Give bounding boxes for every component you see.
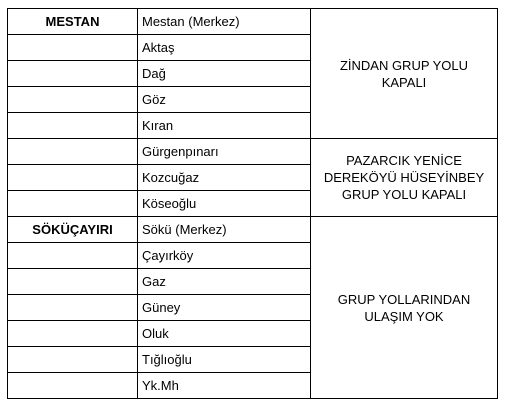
status-cell-grup-yollari bbox=[311, 217, 498, 399]
district-cell bbox=[8, 321, 138, 347]
village-cell: Sökü (Merkez) bbox=[138, 217, 311, 243]
village-cell: Çayırköy bbox=[138, 243, 311, 269]
district-cell: MESTAN bbox=[8, 9, 138, 35]
district-cell bbox=[8, 139, 138, 165]
village-cell: Göz bbox=[138, 87, 311, 113]
village-cell: Gaz bbox=[138, 269, 311, 295]
district-cell bbox=[8, 61, 138, 87]
village-cell: Yk.Mh bbox=[138, 373, 311, 399]
road-status-table bbox=[7, 8, 498, 399]
village-cell: Tığlıoğlu bbox=[138, 347, 311, 373]
table-row bbox=[8, 139, 498, 165]
status-line: ZİNDAN GRUP YOLU bbox=[339, 57, 469, 73]
status-line: GRUP YOLLARINDAN bbox=[337, 291, 471, 307]
district-cell bbox=[8, 347, 138, 373]
village-cell: Kıran bbox=[138, 113, 311, 139]
table-row bbox=[8, 9, 498, 35]
status-cell-zindan bbox=[311, 9, 498, 139]
district-cell bbox=[8, 35, 138, 61]
status-line: DEREKÖYÜ HÜSEYİNBEY bbox=[323, 170, 485, 185]
table-row bbox=[8, 217, 498, 243]
status-line: KAPALI bbox=[381, 74, 427, 90]
district-cell bbox=[8, 165, 138, 191]
status-line: GRUP YOLU KAPALI bbox=[341, 187, 467, 202]
village-cell: Dağ bbox=[138, 61, 311, 87]
status-line: ULAŞIM YOK bbox=[364, 308, 444, 324]
district-cell: SÖKÜÇAYIRI bbox=[8, 217, 138, 243]
village-cell: Köseoğlu bbox=[138, 191, 311, 217]
district-cell bbox=[8, 191, 138, 217]
district-cell bbox=[8, 269, 138, 295]
district-cell bbox=[8, 113, 138, 139]
village-cell: Aktaş bbox=[138, 35, 311, 61]
status-cell-pazarcik bbox=[311, 139, 498, 217]
district-cell bbox=[8, 295, 138, 321]
village-cell: Gürgenpınarı bbox=[138, 139, 311, 165]
village-cell: Kozcuğaz bbox=[138, 165, 311, 191]
village-cell: Mestan (Merkez) bbox=[138, 9, 311, 35]
status-line: PAZARCIK YENİCE bbox=[346, 153, 462, 168]
village-cell: Oluk bbox=[138, 321, 311, 347]
village-cell: Güney bbox=[138, 295, 311, 321]
district-cell bbox=[8, 373, 138, 399]
district-cell bbox=[8, 243, 138, 269]
district-cell bbox=[8, 87, 138, 113]
